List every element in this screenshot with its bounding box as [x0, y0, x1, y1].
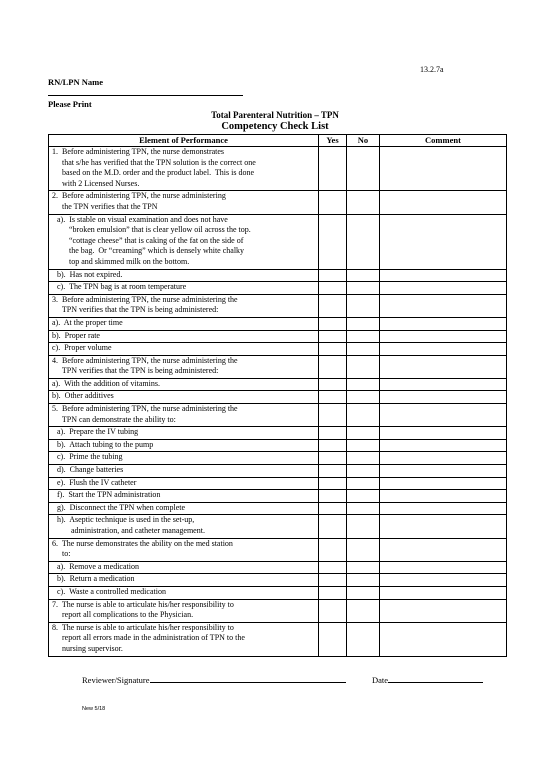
element-text-line: h). Aseptic technique is used in the set-up, — [57, 515, 195, 525]
element-text-line: e). Flush the IV catheter — [57, 477, 137, 487]
yes-cell[interactable] — [319, 465, 347, 478]
yes-cell[interactable] — [319, 490, 347, 503]
yes-cell[interactable] — [319, 452, 347, 465]
date-field — [372, 673, 483, 685]
revision-note: New 5/18 — [82, 706, 106, 712]
element-text-line: nursing supervisor. — [52, 643, 123, 653]
element-text-line: TPN verifies that the TPN is being administered: — [52, 366, 219, 376]
no-cell[interactable] — [347, 330, 380, 343]
element-text-line: 7. The nurse is able to articulate his/her responsibility to — [52, 599, 234, 609]
comment-cell[interactable] — [380, 477, 507, 490]
table-row — [49, 515, 507, 538]
table-row — [49, 391, 507, 404]
element-text-line: a). With the addition of vitamins. — [52, 378, 160, 388]
yes-cell[interactable] — [319, 294, 347, 317]
yes-cell[interactable] — [319, 599, 347, 622]
yes-cell[interactable] — [319, 586, 347, 599]
element-text-line: TPN verifies that the TPN is being administered: — [52, 305, 219, 315]
comment-cell[interactable] — [380, 452, 507, 465]
element-of-performance-cell — [49, 515, 319, 538]
element-of-performance-cell — [49, 477, 319, 490]
table-row — [49, 269, 507, 282]
table-row — [49, 502, 507, 515]
comment-cell[interactable] — [380, 355, 507, 378]
element-of-performance-cell — [49, 343, 319, 356]
comment-cell[interactable] — [380, 282, 507, 295]
yes-cell[interactable] — [319, 330, 347, 343]
element-of-performance-cell — [49, 269, 319, 282]
comment-cell[interactable] — [380, 490, 507, 503]
yes-cell[interactable] — [319, 282, 347, 295]
element-text-line: based on the M.D. order and the product label. This is done — [52, 168, 255, 178]
element-text-line: c). Waste a controlled medication — [57, 586, 166, 596]
reviewer-signature-line[interactable] — [150, 673, 346, 683]
element-text-line: c). Proper volume — [52, 343, 112, 353]
name-entry-line[interactable] — [48, 95, 243, 96]
table-row — [49, 561, 507, 574]
no-cell[interactable] — [347, 404, 380, 427]
element-of-performance-cell — [49, 391, 319, 404]
element-text-line: a). At the proper time — [52, 317, 123, 327]
comment-cell[interactable] — [380, 622, 507, 656]
comment-cell[interactable] — [380, 465, 507, 478]
no-cell[interactable] — [347, 465, 380, 478]
element-of-performance-cell — [49, 427, 319, 440]
yes-cell[interactable] — [319, 515, 347, 538]
table-row — [49, 586, 507, 599]
table-row — [49, 282, 507, 295]
no-cell[interactable] — [347, 147, 380, 191]
comment-cell[interactable] — [380, 515, 507, 538]
yes-cell[interactable] — [319, 439, 347, 452]
table-row — [49, 294, 507, 317]
element-text-line: 5. Before administering TPN, the nurse administering the — [52, 404, 238, 414]
element-text-line: top and skimmed milk on the bottom. — [57, 256, 190, 266]
element-text-line: b). Return a medication — [57, 574, 135, 584]
element-of-performance-cell — [49, 330, 319, 343]
form-title: Total Parenteral Nutrition – TPN — [211, 110, 339, 120]
no-cell[interactable] — [347, 439, 380, 452]
element-of-performance-cell — [49, 561, 319, 574]
no-cell[interactable] — [347, 561, 380, 574]
table-header-row — [49, 135, 507, 147]
element-text-line: that s/he has verified that the TPN solution is the correct one — [52, 157, 256, 167]
no-cell[interactable] — [347, 269, 380, 282]
table-row — [49, 191, 507, 214]
no-cell[interactable] — [347, 391, 380, 404]
date-label: Date — [372, 675, 389, 685]
table-body — [49, 147, 507, 657]
element-text-line: a). Prepare the IV tubing — [57, 427, 139, 437]
element-text-line: “cottage cheese” that is caking of the fat on the side of — [57, 235, 244, 245]
yes-cell[interactable] — [319, 147, 347, 191]
column-header-no: No — [347, 135, 380, 147]
no-cell[interactable] — [347, 214, 380, 269]
table-row — [49, 330, 507, 343]
comment-cell[interactable] — [380, 294, 507, 317]
no-cell[interactable] — [347, 622, 380, 656]
no-cell[interactable] — [347, 477, 380, 490]
element-of-performance-cell — [49, 502, 319, 515]
element-text-line: 2. Before administering TPN, the nurse administering — [52, 191, 226, 201]
table-row — [49, 404, 507, 427]
table-row — [49, 378, 507, 391]
yes-cell[interactable] — [319, 561, 347, 574]
table-row — [49, 427, 507, 440]
element-text-line: d). Change batteries — [57, 465, 124, 475]
table-row — [49, 355, 507, 378]
comment-cell[interactable] — [380, 574, 507, 587]
element-of-performance-cell — [49, 465, 319, 478]
element-of-performance-cell — [49, 404, 319, 427]
element-of-performance-cell — [49, 586, 319, 599]
element-text-line: report all errors made in the administration of TPN to the — [52, 633, 245, 643]
yes-cell[interactable] — [319, 191, 347, 214]
rn-lpn-name-label: RN/LPN Name — [48, 77, 104, 87]
yes-cell[interactable] — [319, 404, 347, 427]
element-text-line: “broken emulsion” that is clear yellow oil across the top. — [57, 225, 251, 235]
no-cell[interactable] — [347, 378, 380, 391]
competency-table — [48, 134, 507, 657]
element-text-line: 6. The nurse demonstrates the ability on the med station — [52, 538, 233, 548]
element-of-performance-cell — [49, 294, 319, 317]
no-cell[interactable] — [347, 586, 380, 599]
table-row — [49, 574, 507, 587]
element-of-performance-cell — [49, 490, 319, 503]
column-header-comment: Comment — [380, 135, 507, 147]
no-cell[interactable] — [347, 599, 380, 622]
no-cell[interactable] — [347, 191, 380, 214]
table-row — [49, 343, 507, 356]
document-number: 13.2.7a — [420, 65, 444, 74]
element-of-performance-cell — [49, 317, 319, 330]
table-row — [49, 538, 507, 561]
table-row — [49, 622, 507, 656]
comment-cell[interactable] — [380, 586, 507, 599]
no-cell[interactable] — [347, 538, 380, 561]
comment-cell[interactable] — [380, 561, 507, 574]
no-cell[interactable] — [347, 574, 380, 587]
element-text-line: f). Start the TPN administration — [57, 490, 161, 500]
table-row — [49, 439, 507, 452]
element-text-line: c). Prime the tubing — [57, 452, 123, 462]
table-row — [49, 317, 507, 330]
table-row — [49, 214, 507, 269]
comment-cell[interactable] — [380, 343, 507, 356]
yes-cell[interactable] — [319, 502, 347, 515]
element-text-line: a). Is stable on visual examination and does not have — [57, 214, 228, 224]
yes-cell[interactable] — [319, 317, 347, 330]
column-header-element: Element of Performance — [49, 135, 319, 147]
comment-cell[interactable] — [380, 214, 507, 269]
yes-cell[interactable] — [319, 477, 347, 490]
element-of-performance-cell — [49, 439, 319, 452]
reviewer-signature-field — [82, 673, 346, 685]
no-cell[interactable] — [347, 427, 380, 440]
comment-cell[interactable] — [380, 191, 507, 214]
form-subtitle: Competency Check List — [221, 121, 329, 132]
table-row — [49, 452, 507, 465]
no-cell[interactable] — [347, 490, 380, 503]
element-text-line: b). Attach tubing to the pump — [57, 439, 154, 449]
comment-cell[interactable] — [380, 391, 507, 404]
comment-cell[interactable] — [380, 378, 507, 391]
element-text-line: b). Proper rate — [52, 330, 100, 340]
no-cell[interactable] — [347, 515, 380, 538]
element-of-performance-cell — [49, 355, 319, 378]
element-text-line: to: — [52, 549, 71, 559]
yes-cell[interactable] — [319, 427, 347, 440]
reviewer-signature-label: Reviewer/Signature — [82, 675, 150, 685]
yes-cell[interactable] — [319, 622, 347, 656]
yes-cell[interactable] — [319, 574, 347, 587]
date-line[interactable] — [388, 673, 483, 683]
no-cell[interactable] — [347, 294, 380, 317]
yes-cell[interactable] — [319, 391, 347, 404]
element-text-line: c). The TPN bag is at room temperature — [57, 282, 187, 292]
comment-cell[interactable] — [380, 317, 507, 330]
table-row — [49, 599, 507, 622]
element-of-performance-cell — [49, 622, 319, 656]
element-of-performance-cell — [49, 599, 319, 622]
element-text-line: g). Disconnect the TPN when complete — [57, 502, 186, 512]
element-of-performance-cell — [49, 191, 319, 214]
table-row — [49, 477, 507, 490]
element-text-line: 8. The nurse is able to articulate his/her responsibility to — [52, 622, 234, 632]
comment-cell[interactable] — [380, 147, 507, 191]
comment-cell[interactable] — [380, 269, 507, 282]
comment-cell[interactable] — [380, 502, 507, 515]
comment-cell[interactable] — [380, 439, 507, 452]
no-cell[interactable] — [347, 452, 380, 465]
yes-cell[interactable] — [319, 538, 347, 561]
element-of-performance-cell — [49, 538, 319, 561]
comment-cell[interactable] — [380, 599, 507, 622]
element-of-performance-cell — [49, 214, 319, 269]
element-of-performance-cell — [49, 282, 319, 295]
no-cell[interactable] — [347, 282, 380, 295]
element-text-line: 4. Before administering TPN, the nurse administering the — [52, 355, 238, 365]
yes-cell[interactable] — [319, 269, 347, 282]
please-print-label: Please Print — [48, 99, 92, 109]
element-text-line: TPN can demonstrate the ability to: — [52, 414, 176, 424]
element-text-line: 3. Before administering TPN, the nurse administering the — [52, 294, 238, 304]
yes-cell[interactable] — [319, 378, 347, 391]
comment-cell[interactable] — [380, 538, 507, 561]
column-header-yes: Yes — [319, 135, 347, 147]
comment-cell[interactable] — [380, 330, 507, 343]
element-text-line: with 2 Licensed Nurses. — [52, 178, 140, 188]
element-text-line: a). Remove a medication — [57, 561, 139, 571]
element-of-performance-cell — [49, 452, 319, 465]
element-of-performance-cell — [49, 147, 319, 191]
no-cell[interactable] — [347, 355, 380, 378]
table-row — [49, 147, 507, 191]
yes-cell[interactable] — [319, 214, 347, 269]
yes-cell[interactable] — [319, 343, 347, 356]
comment-cell[interactable] — [380, 404, 507, 427]
element-text-line: b). Has not expired. — [57, 269, 123, 279]
element-text-line: administration, and catheter management. — [57, 526, 205, 535]
element-text-line: the bag. Or “creaming” which is densely white chalky — [57, 246, 245, 256]
no-cell[interactable] — [347, 502, 380, 515]
element-of-performance-cell — [49, 378, 319, 391]
element-text-line: b). Other additives — [52, 391, 114, 401]
table-row — [49, 465, 507, 478]
yes-cell[interactable] — [319, 355, 347, 378]
table-row — [49, 490, 507, 503]
element-text-line: the TPN verifies that the TPN — [52, 201, 158, 211]
element-text-line: 1. Before administering TPN, the nurse demonstrates — [52, 147, 225, 156]
no-cell[interactable] — [347, 343, 380, 356]
element-text-line: report all complications to the Physician. — [52, 610, 194, 620]
element-of-performance-cell — [49, 574, 319, 587]
no-cell[interactable] — [347, 317, 380, 330]
comment-cell[interactable] — [380, 427, 507, 440]
